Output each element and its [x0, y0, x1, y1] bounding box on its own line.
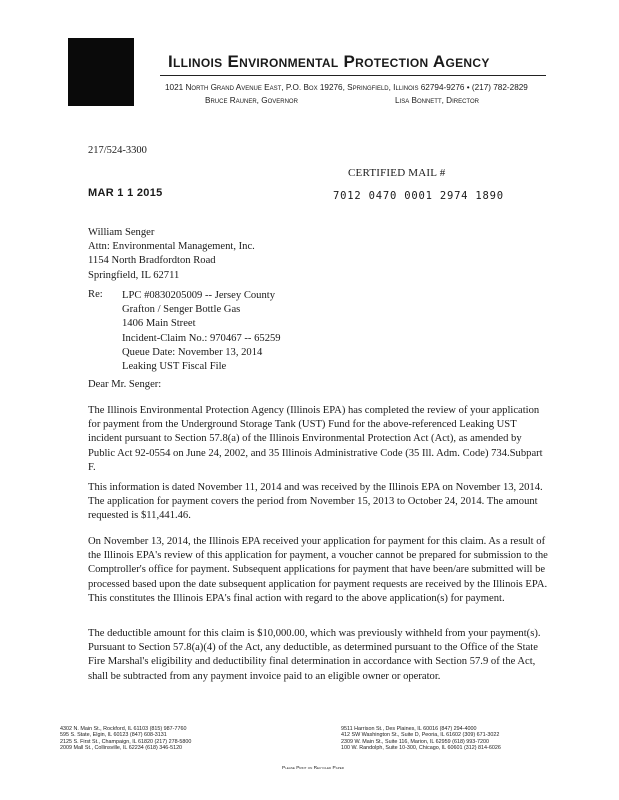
letterhead-rule — [160, 75, 546, 76]
agency-address: 1021 North Grand Avenue East, P.O. Box 19276, Springfield, Illinois 62794-9276 • (217) 782-2829 — [165, 83, 528, 92]
addressee-line: William Senger — [88, 227, 155, 238]
re-line: Grafton / Senger Bottle Gas — [122, 304, 241, 316]
body-paragraph-review: The Illinois Environmental Protection Agency (Illinois EPA) has completed the review of your application for payment from the Underground Storage Tank (UST) Fund for the above-referenced Leaking UST incident pursuant to Section 57.8(a) of the Illinois Environmental Protection Act (Act), as amended by Public Act 92-0554 on June 24, 2002, and 35 Illinois Administrative Code (35 Ill. Adm. Code) 734.Subpart F. — [88, 405, 543, 473]
re-line: Incident-Claim No.: 970467 -- 65259 — [122, 332, 281, 344]
date-stamp: MAR 1 1 2015 — [88, 187, 163, 199]
re-line: Queue Date: November 13, 2014 — [122, 346, 263, 358]
certified-mail-label: CERTIFIED MAIL # — [348, 167, 446, 179]
recycled-paper-note: Please Print on Recycled Paper — [282, 766, 344, 771]
addressee-line: Attn: Environmental Management, Inc. — [88, 241, 255, 253]
governor-name: Bruce Rauner, Governor — [205, 96, 298, 105]
footer-office: 412 SW Washington St., Suite D, Peoria, IL 61602 (309) 671-3022 — [341, 732, 500, 739]
footer-office: 2009 Mall St., Collinsville, IL 62234 (618) 346-5120 — [60, 745, 183, 752]
addressee-line: 1154 North Bradfordton Road — [88, 255, 216, 267]
body-paragraph-deductible: The deductible amount for this claim is $10,000.00, which was previously withheld from your payment(s). Pursuant to Section 57.8(a)(4) of the Act, any deductible, as determined pursuant to the Office of the State Fire Marshal's eligibility and deductibility final determination in accordance with Section 57.9 of the Act, shall be subtracted from any payment invoice paid to an eligible owner or operator. — [88, 628, 541, 682]
agency-logo-redacted — [68, 38, 134, 106]
footer-office: 4302 N. Main St., Rockford, IL 61103 (815) 987-7760 — [60, 726, 187, 732]
footer-office: 2125 S. First St., Champaign, IL 61820 (217) 278-5800 — [60, 738, 192, 745]
footer-offices-right — [341, 726, 501, 752]
re-line: Leaking UST Fiscal File — [122, 361, 227, 373]
footer-office: 100 W. Randolph, Suite 10-300, Chicago, IL 60601 (312) 814-6026 — [341, 745, 501, 752]
agency-name: Illinois Environmental Protection Agency — [168, 52, 490, 71]
re-line: LPC #0830205009 -- Jersey County — [122, 290, 276, 301]
addressee-block — [88, 226, 255, 283]
re-line: 1406 Main Street — [122, 318, 196, 330]
footer-office: 2309 W. Main St., Suite 116, Marion, IL 62959 (618) 993-7200 — [341, 738, 490, 745]
body-paragraph-voucher: On November 13, 2014, the Illinois EPA received your application for payment for this claim. As a result of the Illinois EPA's review of this application for payment, a voucher cannot be prepared for submission to the Comptroller's office for payment. Subsequent applications for payment that have been/are submitted will be processed based upon the date subsequent application for payment requests are received by the Illinois EPA. This constitutes the Illinois EPA's final action with regard to the above application(s) for payment. — [88, 536, 548, 604]
salutation: Dear Mr. Senger: — [88, 379, 162, 390]
director-name: Lisa Bonnett, Director — [395, 96, 479, 105]
footer-office: 9511 Harrison St., Des Plaines, IL 60016 (847) 294-4000 — [341, 726, 477, 732]
tracking-number: 7012 0470 0001 2974 1890 — [333, 190, 504, 202]
phone-number: 217/524-3300 — [88, 145, 147, 156]
footer-office: 595 S. State, Elgin, IL 60123 (847) 608-3131 — [60, 732, 167, 739]
footer-offices-left — [60, 726, 191, 752]
addressee-line: Springfield, IL 62711 — [88, 269, 180, 281]
body-paragraph-dates: This information is dated November 11, 2014 and was received by the Illinois EPA on November 13, 2014. The application for payment covers the period from November 15, 2013 to October 24, 2014. The amount requested is $11,441.46. — [88, 482, 543, 522]
re-block — [122, 289, 281, 374]
re-label: Re: — [88, 289, 103, 300]
